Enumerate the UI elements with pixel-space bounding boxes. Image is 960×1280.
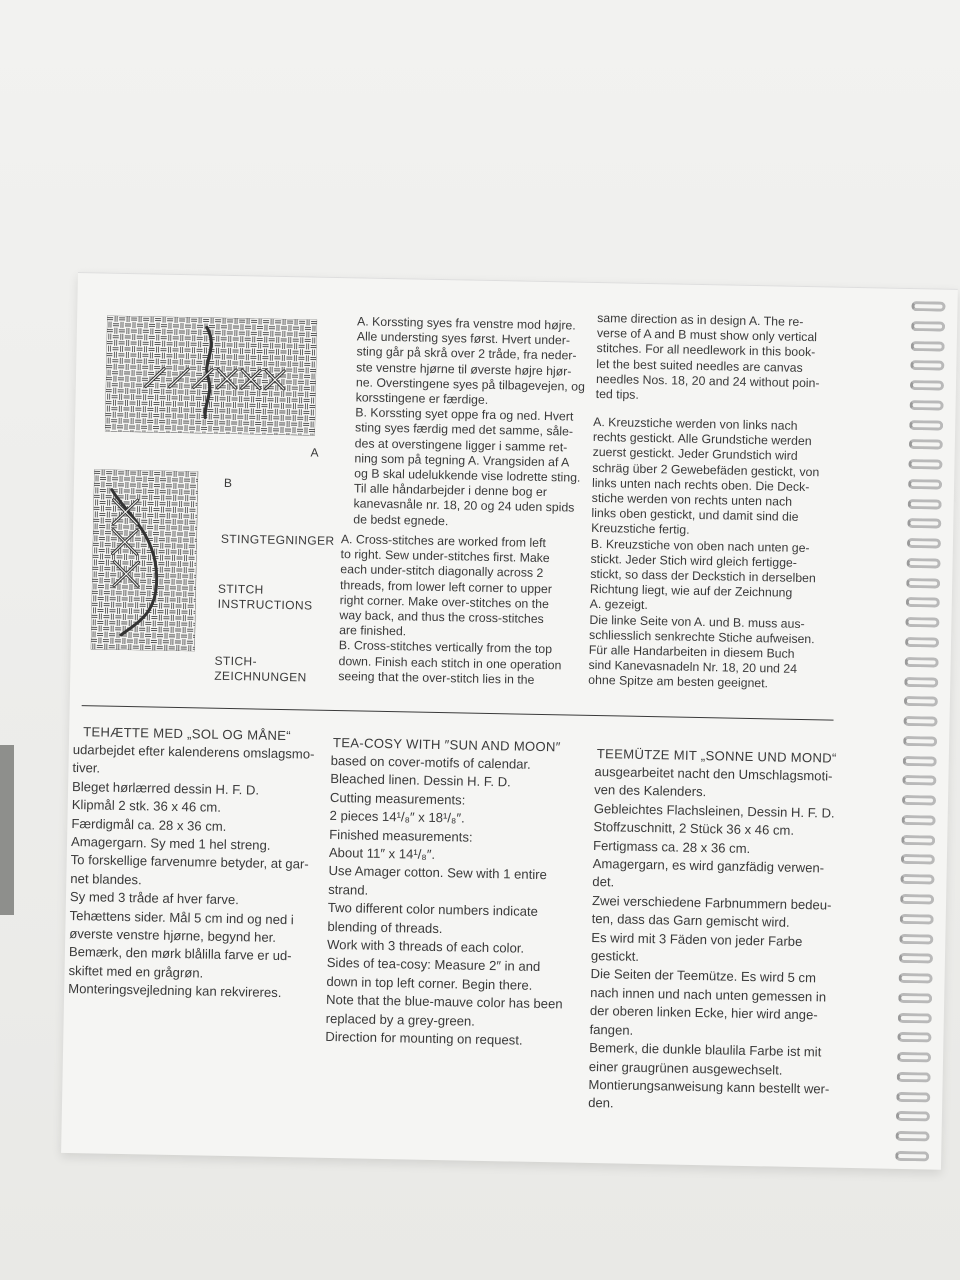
booklet-page — [61, 272, 958, 1170]
spiral-binding — [895, 301, 952, 1162]
label-stitch-instructions: STITCH INSTRUCTIONS — [217, 581, 313, 613]
diagram-a-label: A — [310, 445, 320, 460]
stitch-diagram-b — [91, 469, 198, 651]
english-heading: TEA-COSY WITH ″SUN AND MOON″ — [332, 734, 561, 755]
danish-stitch-instructions: A. Korssting syes fra venstre mod højre. Alle understing syes først. Hvert under- sting går på skrå over 2 tråde, fra neder- ste venstre hjørne til øverste højre hjør- ne. Overstingene syes på tilbagevejen, og korsstingene er færdige. B. Korssting syet oppe fra og ned. Hvert sting syes færdig med det samme, såle- des at overstingene ligger i samme ret- ning som på tegning A. Vrangsiden af A og B skal udelukkende vise lodrette sting. Til alle håndarbejder i denne bog er kanevasnåle nr. 18, 20 og 24 uden spids de bedst egnede. — [353, 314, 586, 528]
label-stichzeichnungen: STICH- ZEICHNUNGEN — [214, 653, 307, 685]
table-edge-shadow — [0, 745, 14, 915]
english-body: based on cover-motifs of calendar. Bleached linen. Dessin H. F. D. Cutting measurements: 2 pieces 14¹/₈″ x 18¹/₈″. Finished measurements: About 11″ x 14¹/₈″. Use Amager cotton. Sew with 1 entire strand. Two different color numbers indicate blending of threads. Work with 3 threads of each color. Sides of tea-cosy: Measure 2″ in and down in top left corner. Begin there. Note that the blue-mauve color has been replaced by a grey-green. Direction for mounting on request. — [325, 752, 563, 1048]
danish-heading: TEHÆTTE MED „SOL OG MÅNE“ — [83, 724, 292, 744]
english-stitch-instructions-continued: same direction as in design A. The re- verse of A and B must show only vertical stitches. For all needlework in this book- let the best suited needles are canvas needles Nos. 18, 20 and 24 without poin- ted tips. — [595, 310, 820, 402]
section-divider — [82, 705, 834, 720]
german-heading: TEEMÜTZE MIT „SONNE UND MOND“ — [596, 746, 837, 766]
german-body: ausgearbeitet nacht den Umschlagsmoti- ven des Kalenders. Gebleichtes Flachsleinen, Dessin H. F. D. Stoffzuschnitt, 2 Stück 36 x 46 cm. Fertigmass ca. 28 x 36 cm. Amagergarn, es wird ganzfädig verwen- det. Zwei verschiedene Farbnummern bedeu- ten, dass das Garn gemischt wird. Es wird mit 3 Fäden von jeder Farbe gestickt. Die Seiten der Teemütze. Es wird 5 cm nach innen und nach unten gemessen in der oberen linken Ecke, hier wird ange- fangen. Bemerk, die dunkle blaulila Farbe ist mit einer graugrünen ausgewechselt. Montierungsanweisung kann bestellt wer- den. — [588, 764, 835, 1111]
label-stingtegninger: STINGTEGNINGER — [220, 531, 335, 548]
english-stitch-instructions: A. Cross-stitches are worked from left to right. Sew under-stitches first. Make each under-stitch diagonally across 2 threads, from lower left corner to upper right corner. Make over-stitches on the way back, and thus the cross-stitches are finished. B. Cross-stitches vertically from the top down. Finish each stitch in one operation seeing that the over-stitch lies in the — [338, 532, 562, 687]
diagram-b-label: B — [223, 475, 233, 491]
danish-body: udarbejdet efter kalenderens omslagsmo- tiver. Bleget hørlærred dessin H. F. D. Klipmål 2 stk. 36 x 46 cm. Færdigmål ca. 28 x 36 cm. Amagergarn. Sy med 1 hel streng. To forskellige farvenumre betyder, at gar- net blandes. Sy med 3 tråde af hver farve. Tehættens sider. Mål 5 cm ind og ned i øverste venstre hjørne, begynd her. Bemærk, den mørk blålilla farve er ud- skiftet med en grågrøn. Monteringsvejledning kan rekvireres. — [68, 741, 315, 1001]
stitch-diagram-a — [105, 316, 317, 436]
german-stitch-instructions: A. Kreuzstiche werden von links nach rechts gestickt. Alle Grundstiche werden zuerst gestickt. Jeder Grundstich wird schräg über 2 Gewebefäden gestickt, von links unten nach rechts oben. Die Deck- stiche werden von rechts unten nach links oben gestickt, und damit sind die Kreuzstiche fertig. B. Kreuzstiche von oben nach unten ge- stickt. Jeder Stich wird gleich fertigge- stickt, so dass der Deckstich in derselben Richtung liegt, wie auf der Zeichnung A. gezeigt. Die linke Seite von A. und B. muss aus- schliesslich senkrechte Stiche aufweisen. Für alle Handarbeiten in diesem Buch sind Kanevasnadeln Nr. 18, 20 und 24 ohne Spitze am besten geeignet. — [588, 414, 820, 691]
